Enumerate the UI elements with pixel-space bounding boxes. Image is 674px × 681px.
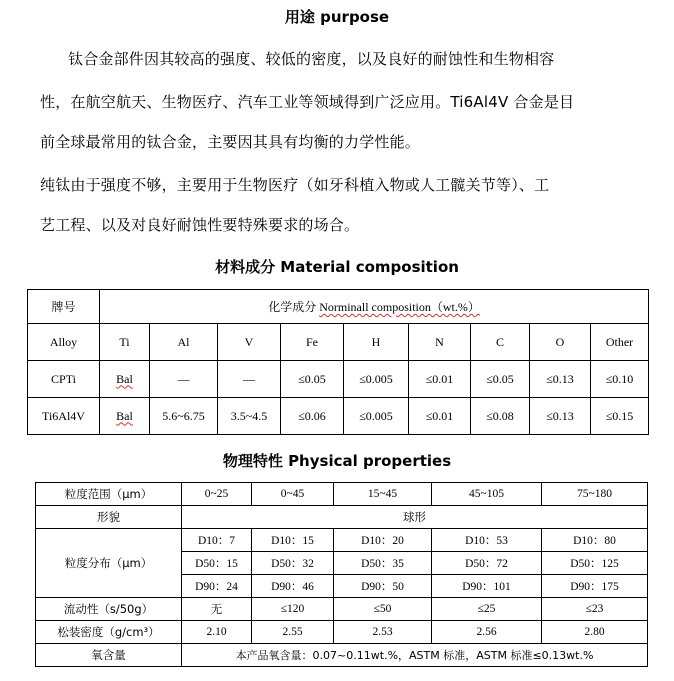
distribution-label: 粒度分布（μm） (36, 529, 182, 598)
purpose-title: 用途 purpose (284, 8, 390, 26)
value-cell: Bal (100, 398, 150, 435)
value-cell: ≤0.05 (281, 361, 344, 398)
value-cell: ≤0.08 (471, 398, 530, 435)
table-row (36, 506, 648, 529)
table-row (28, 398, 649, 435)
flow-label: 流动性（s/50g） (36, 598, 182, 621)
grade-label-en: Alloy (28, 324, 100, 361)
density-cell: 2.56 (432, 621, 542, 644)
value-cell: ≤0.10 (591, 361, 649, 398)
table-row (36, 483, 648, 506)
flow-cell: ≤50 (334, 598, 432, 621)
element-ti: Ti (100, 324, 150, 361)
purpose-line-5: 艺工程、以及对良好耐蚀性要特殊要求的场合。 (40, 216, 360, 234)
value-cell: Bal (100, 361, 150, 398)
shape-label: 形貌 (36, 506, 182, 529)
value-cell: ≤0.01 (409, 398, 471, 435)
element-row (28, 324, 649, 361)
value-cell: ≤0.01 (409, 361, 471, 398)
oxygen-label: 氧含量 (36, 644, 182, 667)
distribution-cell: D10：53 (432, 529, 542, 552)
density-cell: 2.10 (182, 621, 252, 644)
size-range-cell: 75~180 (542, 483, 648, 506)
density-cell: 2.55 (252, 621, 334, 644)
size-range-cell: 15~45 (334, 483, 432, 506)
value-cell: 5.6~6.75 (150, 398, 218, 435)
composition-header (100, 290, 649, 324)
flow-cell: ≤25 (432, 598, 542, 621)
value-cell: 3.5~4.5 (218, 398, 281, 435)
composition-table (27, 289, 649, 435)
element-o: O (530, 324, 591, 361)
alloy-name: Ti6Al4V (28, 398, 100, 435)
value-cell: ≤0.06 (281, 398, 344, 435)
density-cell: 2.53 (334, 621, 432, 644)
purpose-line-4: 纯钛由于强度不够，主要用于生物医疗（如牙科植入物或人工髋关节等）、工 (40, 176, 550, 194)
element-c: C (471, 324, 530, 361)
value-cell: ≤0.13 (530, 398, 591, 435)
distribution-cell: D90：101 (432, 575, 542, 598)
distribution-cell: D10：20 (334, 529, 432, 552)
composition-header-row (28, 290, 649, 324)
density-label: 松装密度（g/cm³） (36, 621, 182, 644)
distribution-cell: D10：15 (252, 529, 334, 552)
size-range-cell: 0~25 (182, 483, 252, 506)
value-cell: — (218, 361, 281, 398)
element-other: Other (591, 324, 649, 361)
purpose-line-2: 性，在航空航天、生物医疗、汽车工业等领域得到广泛应用。Ti6Al4V 合金是目 (40, 93, 575, 111)
composition-header-en: Norminall composition（wt.%） (319, 300, 480, 314)
element-h: H (344, 324, 409, 361)
element-al: Al (150, 324, 218, 361)
oxygen-value: 本产品氧含量：0.07~0.11wt.%，ASTM 标准，ASTM 标准≤0.13wt.% (182, 644, 648, 667)
physical-title: 物理特性 Physical properties (222, 452, 452, 470)
composition-title: 材料成分 Material composition (215, 258, 459, 276)
distribution-cell: D50：15 (182, 552, 252, 575)
value-cell: ≤0.15 (591, 398, 649, 435)
size-range-label: 粒度范围（μm） (36, 483, 182, 506)
distribution-cell: D50：72 (432, 552, 542, 575)
distribution-cell: D90：50 (334, 575, 432, 598)
value-cell: ≤0.005 (344, 398, 409, 435)
physical-table (35, 482, 648, 667)
value-cell: ≤0.05 (471, 361, 530, 398)
distribution-cell: D10：80 (542, 529, 648, 552)
value-cell: ≤0.005 (344, 361, 409, 398)
distribution-cell: D50：125 (542, 552, 648, 575)
shape-value: 球形 (182, 506, 648, 529)
flow-cell: 无 (182, 598, 252, 621)
table-row (36, 598, 648, 621)
element-n: N (409, 324, 471, 361)
distribution-cell: D90：175 (542, 575, 648, 598)
value-cell: — (150, 361, 218, 398)
composition-header-cn: 化学成分 (268, 300, 317, 314)
alloy-name: CPTi (28, 361, 100, 398)
size-range-cell: 45~105 (432, 483, 542, 506)
flow-cell: ≤120 (252, 598, 334, 621)
flow-cell: ≤23 (542, 598, 648, 621)
distribution-cell: D50：35 (334, 552, 432, 575)
size-range-cell: 0~45 (252, 483, 334, 506)
purpose-line-3: 前全球最常用的钛合金，主要因其具有均衡的力学性能。 (40, 133, 421, 151)
element-fe: Fe (281, 324, 344, 361)
table-row (36, 529, 648, 552)
purpose-line-1: 钛合金部件因其较高的强度、较低的密度，以及良好的耐蚀性和生物相容 (68, 50, 555, 68)
value-cell: ≤0.13 (530, 361, 591, 398)
element-v: V (218, 324, 281, 361)
density-cell: 2.80 (542, 621, 648, 644)
grade-label-cn: 牌号 (28, 290, 100, 324)
table-row (36, 644, 648, 667)
distribution-cell: D90：24 (182, 575, 252, 598)
table-row (28, 361, 649, 398)
table-row (36, 621, 648, 644)
distribution-cell: D10：7 (182, 529, 252, 552)
distribution-cell: D90：46 (252, 575, 334, 598)
distribution-cell: D50：32 (252, 552, 334, 575)
